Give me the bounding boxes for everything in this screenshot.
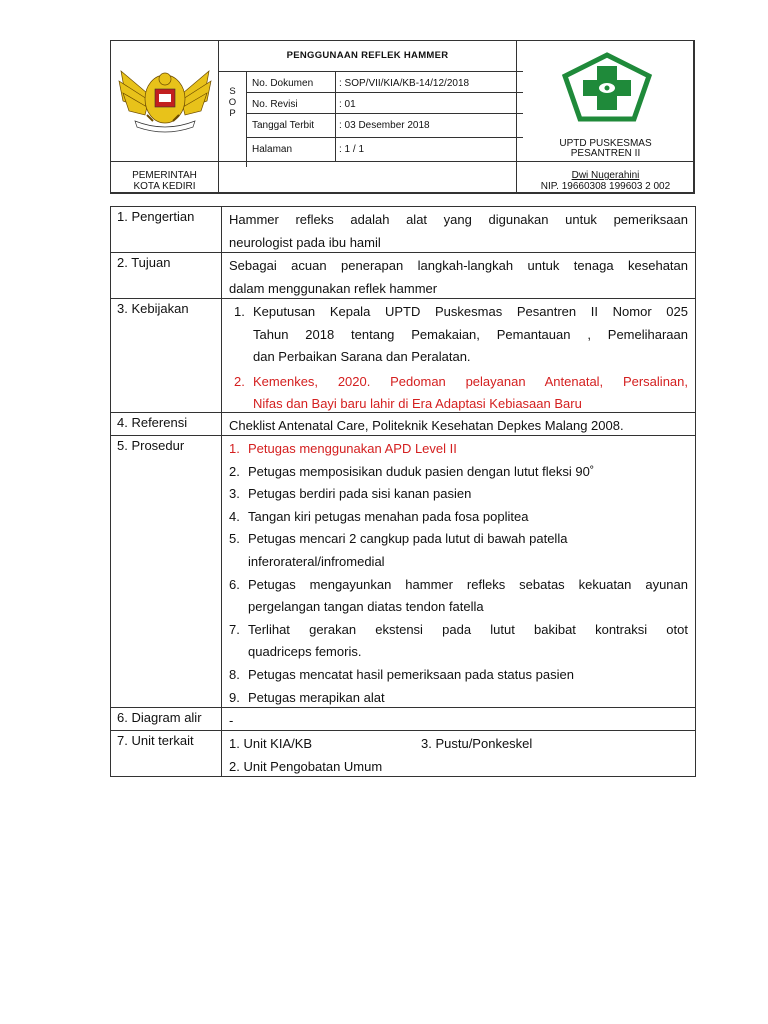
document-title: PENGGUNAAN REFLEK HAMMER (286, 50, 449, 61)
item-line: dan Perbaikan Sarana dan Peralatan. (253, 349, 471, 365)
row-prosedur (111, 435, 695, 707)
row-referensi (111, 412, 695, 435)
item-number: 9. (229, 689, 240, 705)
item-line: Tangan kiri petugas menahan pada fosa poplitea (248, 508, 529, 524)
gov-line-2: KOTA KEDIRI (133, 181, 196, 192)
row-content (234, 301, 688, 416)
meta-label: No. Dokumen (252, 78, 314, 89)
garuda-emblem-icon (117, 63, 213, 135)
item-line: Terlihat gerakan ekstensi pada lutut bakibat kontraksi otot (248, 621, 688, 637)
meta-row-halaman (247, 137, 523, 162)
row-content (229, 438, 688, 709)
policy-list (234, 301, 688, 416)
content-line: Hammer refleks adalah alat yang digunakan untuk pemeriksaan (229, 212, 688, 227)
item-line: Tahun 2018 tentang Pemakaian, Pemantauan , Pemeliharaan (253, 326, 688, 342)
list-item (229, 664, 688, 687)
sop-letter-o: O (228, 97, 237, 108)
row-tujuan (111, 252, 695, 298)
sop-letter-s: S (229, 86, 236, 97)
item-line: Keputusan Kepala UPTD Puskesmas Pesantren II Nomor 025 (253, 304, 688, 319)
row-label: 7. Unit terkait (117, 733, 194, 748)
list-item (229, 687, 688, 710)
signer-cell (516, 161, 695, 194)
list-item (229, 461, 688, 484)
row-content (229, 255, 688, 300)
row-content: Cheklist Antenatal Care, Politeknik Kesehatan Depkes Malang 2008. (229, 418, 624, 433)
signature-blank-cell (218, 161, 517, 194)
content-line: neurologist pada ibu hamil (229, 234, 381, 250)
meta-value: : SOP/VII/KIA/KB-14/12/2018 (339, 78, 470, 89)
item-line: inferorateral/infromedial (248, 553, 385, 569)
sop-letter-p: P (229, 108, 236, 119)
list-item (229, 506, 688, 529)
item-line: Petugas mencari 2 cangkup pada lutut di bawah patella (248, 531, 568, 547)
row-kebijakan (111, 298, 695, 412)
item-line: quadriceps femoris. (248, 644, 362, 660)
item-line: Petugas mengayunkan hammer refleks sebatas kekuatan ayunan (248, 576, 688, 592)
row-unit-terkait (111, 730, 695, 776)
item-line: Kemenkes, 2020. Pedoman pelayanan Antenatal, Persalinan, (253, 373, 688, 389)
item-line: Nifas dan Bayi baru lahir di Era Adaptasi Kebiasaan Baru (253, 396, 582, 412)
document-header (110, 40, 694, 193)
sop-content-table (110, 206, 696, 777)
item-number: 6. (229, 576, 240, 592)
meta-label: Halaman (252, 144, 293, 155)
row-label: 2. Tujuan (117, 255, 171, 270)
content-line: dalam menggunakan reflek hammer (229, 280, 438, 296)
org-name-line-1: UPTD PUSKESMAS (559, 138, 652, 149)
puskesmas-logo-icon (562, 52, 652, 122)
list-item (229, 528, 688, 573)
item-number: 1. (234, 304, 245, 319)
item-line: Petugas memposisikan duduk pasien dengan lutut fleksi 90˚ (248, 463, 595, 479)
meta-label: No. Revisi (252, 99, 298, 110)
unit-item: 1. Unit KIA/KB (229, 736, 313, 751)
list-item (229, 619, 688, 664)
item-line: Petugas menggunakan APD Level II (248, 441, 457, 456)
list-item (229, 438, 688, 461)
meta-value: : 03 Desember 2018 (339, 120, 430, 131)
meta-row-tanggal-terbit (247, 113, 523, 137)
list-item (234, 371, 688, 416)
org-name-line-2: PESANTREN II (570, 148, 641, 159)
title-cell (218, 40, 517, 162)
item-line: pergelangan tangan diatas tendon fatella (248, 599, 484, 615)
item-line: Petugas berdiri pada sisi kanan pasien (248, 486, 472, 502)
gov-name-cell (110, 161, 219, 194)
list-item (229, 574, 688, 619)
row-label: 5. Prosedur (117, 438, 185, 453)
unit-item: 3. Pustu/Ponkeskel (421, 736, 533, 751)
item-number: 3. (229, 486, 240, 502)
list-item (234, 301, 688, 369)
item-line: Petugas mencatat hasil pemeriksaan pada status pasien (248, 666, 574, 682)
item-line: Petugas merapikan alat (248, 689, 385, 705)
item-number: 1. (229, 441, 240, 456)
row-label: 4. Referensi (117, 415, 188, 430)
meta-label: Tanggal Terbit (252, 120, 315, 131)
row-diagram-alir (111, 707, 695, 730)
row-content: - (229, 713, 234, 728)
item-number: 5. (229, 531, 240, 547)
sop-label (219, 71, 247, 167)
procedure-list (229, 438, 688, 709)
item-number: 8. (229, 666, 240, 682)
signer-name: Dwi Nugerahini (571, 170, 640, 181)
unit-item: 2. Unit Pengobatan Umum (229, 758, 383, 774)
row-label: 1. Pengertian (117, 209, 195, 224)
item-number: 7. (229, 621, 240, 637)
item-number: 4. (229, 508, 240, 524)
item-number: 2. (229, 463, 240, 479)
row-label: 3. Kebijakan (117, 301, 189, 316)
item-number: 2. (234, 373, 245, 389)
org-cell (516, 40, 695, 162)
content-line: Sebagai acuan penerapan langkah-langkah untuk tenaga kesehatan (229, 258, 688, 273)
emblem-cell (110, 40, 219, 162)
row-content (229, 209, 688, 254)
meta-value: : 01 (339, 99, 356, 110)
row-label: 6. Diagram alir (117, 710, 202, 725)
meta-value: : 1 / 1 (339, 144, 365, 155)
signer-nip: NIP. 19660308 199603 2 002 (540, 181, 671, 192)
row-pengertian (111, 207, 695, 252)
gov-line-1: PEMERINTAH (132, 170, 197, 181)
list-item (229, 483, 688, 506)
row-content (229, 733, 688, 778)
